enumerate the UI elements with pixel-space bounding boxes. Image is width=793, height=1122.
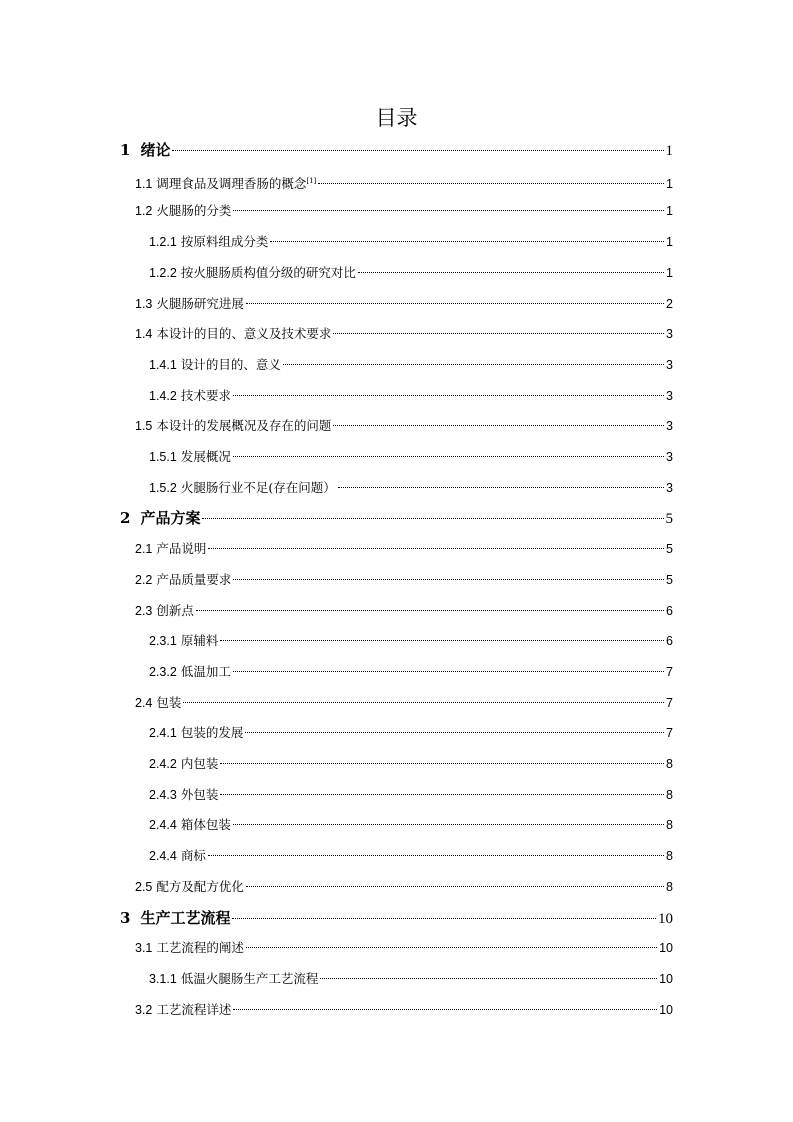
toc-entry-number: 1.5.2	[149, 480, 177, 495]
toc-entry	[120, 140, 673, 160]
toc-entry-number: 2.4.1	[149, 726, 177, 741]
dot-leader	[233, 395, 664, 396]
toc-entry-page-number: 5	[665, 511, 673, 528]
toc-entry-number: 1.2	[135, 204, 153, 219]
citation-superscript: [1]	[306, 176, 317, 185]
toc-entry-title: 箱体包装	[180, 817, 231, 833]
toc-entry-title: 火腿肠行业不足(存在问题）	[180, 479, 336, 495]
toc-entry-page-number: 3	[666, 480, 673, 495]
toc-entry-page-number: 10	[658, 910, 673, 927]
toc-entry-number: 2.4.4	[149, 818, 177, 833]
toc-entry-number: 3	[120, 908, 131, 927]
toc-entry	[120, 508, 673, 528]
toc-entry	[135, 938, 673, 958]
toc-entry-number: 1.2.1	[149, 235, 177, 250]
toc-entry	[149, 969, 673, 989]
toc-entry	[149, 754, 673, 774]
dot-leader	[318, 183, 664, 184]
toc-entry	[135, 201, 673, 221]
dot-leader	[183, 702, 664, 703]
toc-entry-page-number: 3	[666, 450, 673, 464]
toc-entry-title: 技术要求	[180, 387, 231, 403]
toc-entry-number: 1.5.1	[149, 450, 177, 464]
toc-entry-title: 创新点	[156, 602, 194, 618]
toc-entry-page-number: 1	[665, 143, 673, 159]
toc-entry-number: 2.2	[135, 572, 153, 587]
toc-entry-number: 2.5	[135, 879, 153, 894]
toc-entry-page-number: 7	[666, 664, 673, 679]
toc-entry-number: 1.4	[135, 327, 153, 342]
toc-entry	[135, 539, 673, 559]
dot-leader	[196, 610, 664, 611]
toc-entry-number: 2.4.3	[149, 787, 177, 802]
toc-entry-title: 按原料组成分类	[180, 234, 269, 250]
toc-entry-page-number: 10	[659, 971, 673, 986]
dot-leader	[220, 794, 664, 795]
toc-entry	[149, 785, 673, 805]
toc-entry-title: 包装的发展	[180, 725, 244, 741]
toc-entry-number: 3.1.1	[149, 971, 177, 986]
dot-leader	[233, 456, 664, 457]
toc-entry-number: 2.4.2	[149, 757, 177, 771]
toc-entry	[135, 693, 673, 713]
toc-entry-title: 本设计的发展概况及存在的问题	[156, 418, 332, 434]
toc-entry-number: 1.5	[135, 419, 153, 434]
toc-entry	[135, 601, 673, 621]
toc-entry-page-number: 6	[666, 603, 673, 618]
toc-entry-page-number: 2	[666, 296, 673, 311]
toc-entry-number: 1.1	[135, 176, 153, 191]
toc-entry-title: 设计的目的、意义	[180, 356, 281, 372]
dot-leader	[283, 364, 664, 365]
toc-entry-page-number: 7	[666, 695, 673, 710]
toc-entry-title: 工艺流程的阐述	[156, 940, 244, 956]
toc-entry	[149, 263, 673, 283]
dot-leader	[270, 241, 664, 242]
toc-entry-page-number: 10	[659, 941, 673, 956]
toc-entry	[135, 416, 673, 436]
toc-entry-title: 工艺流程详述	[156, 1001, 232, 1017]
toc-entry-page-number: 5	[666, 542, 673, 557]
toc-entry	[149, 447, 673, 467]
toc-entry-title: 按火腿肠质构值分级的研究对比	[180, 264, 356, 280]
toc-entry-number: 2.1	[135, 542, 153, 557]
toc-entry-number: 2.4	[135, 695, 153, 710]
dot-leader	[245, 732, 664, 733]
toc-entry-title: 低温火腿肠生产工艺流程	[180, 970, 319, 986]
toc-entry-number: 1.4.1	[149, 357, 177, 372]
toc-entry-title: 原辅料	[180, 633, 219, 649]
toc-entry-title: 配方及配方优化	[156, 878, 244, 894]
toc-entry	[135, 324, 673, 344]
dot-leader	[233, 1009, 657, 1010]
toc-entry-page-number: 8	[666, 879, 673, 894]
dot-leader	[233, 210, 664, 211]
toc-entry	[135, 570, 673, 590]
toc-entry	[149, 631, 673, 651]
dot-leader	[220, 640, 664, 641]
toc-entry-page-number: 7	[666, 726, 673, 741]
toc-entry-title: 调理食品及调理香肠的概念[1]	[156, 175, 317, 191]
toc-entry-number: 1.3	[135, 296, 153, 311]
toc-entry-page-number: 1	[666, 265, 673, 280]
toc-entry-page-number: 3	[666, 419, 673, 434]
toc-entry-page-number: 6	[666, 634, 673, 649]
dot-leader	[233, 671, 664, 672]
dot-leader	[172, 150, 663, 151]
toc-entry-page-number: 1	[666, 235, 673, 250]
dot-leader	[338, 487, 664, 488]
toc-entry	[120, 908, 673, 928]
dot-leader	[333, 333, 664, 334]
toc-entry-number: 1.4.2	[149, 388, 177, 403]
toc-entry	[135, 294, 673, 314]
toc-entry-page-number: 8	[666, 849, 673, 864]
toc-entry-title: 产品说明	[156, 541, 207, 557]
toc-entry-page-number: 8	[666, 818, 673, 833]
dot-leader	[232, 918, 656, 919]
toc-entry	[149, 662, 673, 682]
toc-entry-title: 产品方案	[140, 509, 201, 528]
toc-entry	[149, 478, 673, 498]
toc-entry-page-number: 10	[659, 1002, 673, 1017]
toc-entry-title: 火腿肠研究进展	[156, 295, 244, 311]
dot-leader	[246, 947, 657, 948]
dot-leader	[220, 763, 664, 764]
toc-entry-title: 发展概况	[180, 449, 231, 464]
toc-entry	[149, 846, 673, 866]
toc-entry	[149, 232, 673, 252]
toc-entry-title: 内包装	[180, 756, 219, 771]
toc-entry-title: 本设计的目的、意义及技术要求	[156, 326, 332, 342]
toc-entry-number: 2.3.1	[149, 634, 177, 649]
dot-leader	[208, 548, 664, 549]
toc-entry-title: 绪论	[140, 141, 171, 159]
toc-entry-title: 火腿肠的分类	[156, 203, 232, 219]
toc-entry-page-number: 8	[666, 757, 673, 771]
toc-entry-number: 2.4.4	[149, 849, 177, 864]
toc-entry	[135, 1000, 673, 1020]
toc-entry	[135, 877, 673, 897]
toc-entry	[149, 723, 673, 743]
toc-entry-title: 包装	[156, 694, 182, 710]
toc-entry-number: 3.2	[135, 1002, 153, 1017]
dot-leader	[202, 518, 663, 519]
toc-title: 目录	[375, 106, 418, 130]
dot-leader	[208, 855, 664, 856]
toc-entry-page-number: 3	[666, 357, 673, 372]
toc-entry-number: 2.3.2	[149, 664, 177, 679]
dot-leader	[320, 978, 657, 979]
toc-entry-page-number: 3	[666, 327, 673, 342]
toc-entry-title: 商标	[180, 848, 206, 864]
dot-leader	[246, 303, 664, 304]
dot-leader	[333, 425, 664, 426]
toc-entry-number: 1.2.2	[149, 265, 177, 280]
toc-entry-number: 2	[120, 509, 131, 528]
toc-entry-title: 生产工艺流程	[140, 908, 231, 927]
toc-entry	[149, 815, 673, 835]
dot-leader	[233, 824, 664, 825]
toc-entry-title: 外包装	[180, 786, 219, 802]
dot-leader	[246, 886, 664, 887]
toc-entry-page-number: 5	[666, 572, 673, 587]
toc-entry-number: 1	[120, 141, 131, 159]
toc-entry-number: 3.1	[135, 941, 153, 956]
dot-leader	[358, 272, 664, 273]
toc-entry-title: 低温加工	[180, 663, 231, 679]
toc-entry	[149, 386, 673, 406]
toc-entry-number: 2.3	[135, 603, 153, 618]
dot-leader	[233, 579, 664, 580]
toc-entry-page-number: 8	[666, 787, 673, 802]
toc-entry-page-number: 1	[666, 204, 673, 219]
toc-entry	[135, 171, 673, 191]
toc-entry	[149, 355, 673, 375]
toc-entry-page-number: 3	[666, 388, 673, 403]
toc-entry-page-number: 1	[666, 176, 673, 191]
toc-entry-title: 产品质量要求	[156, 571, 232, 587]
